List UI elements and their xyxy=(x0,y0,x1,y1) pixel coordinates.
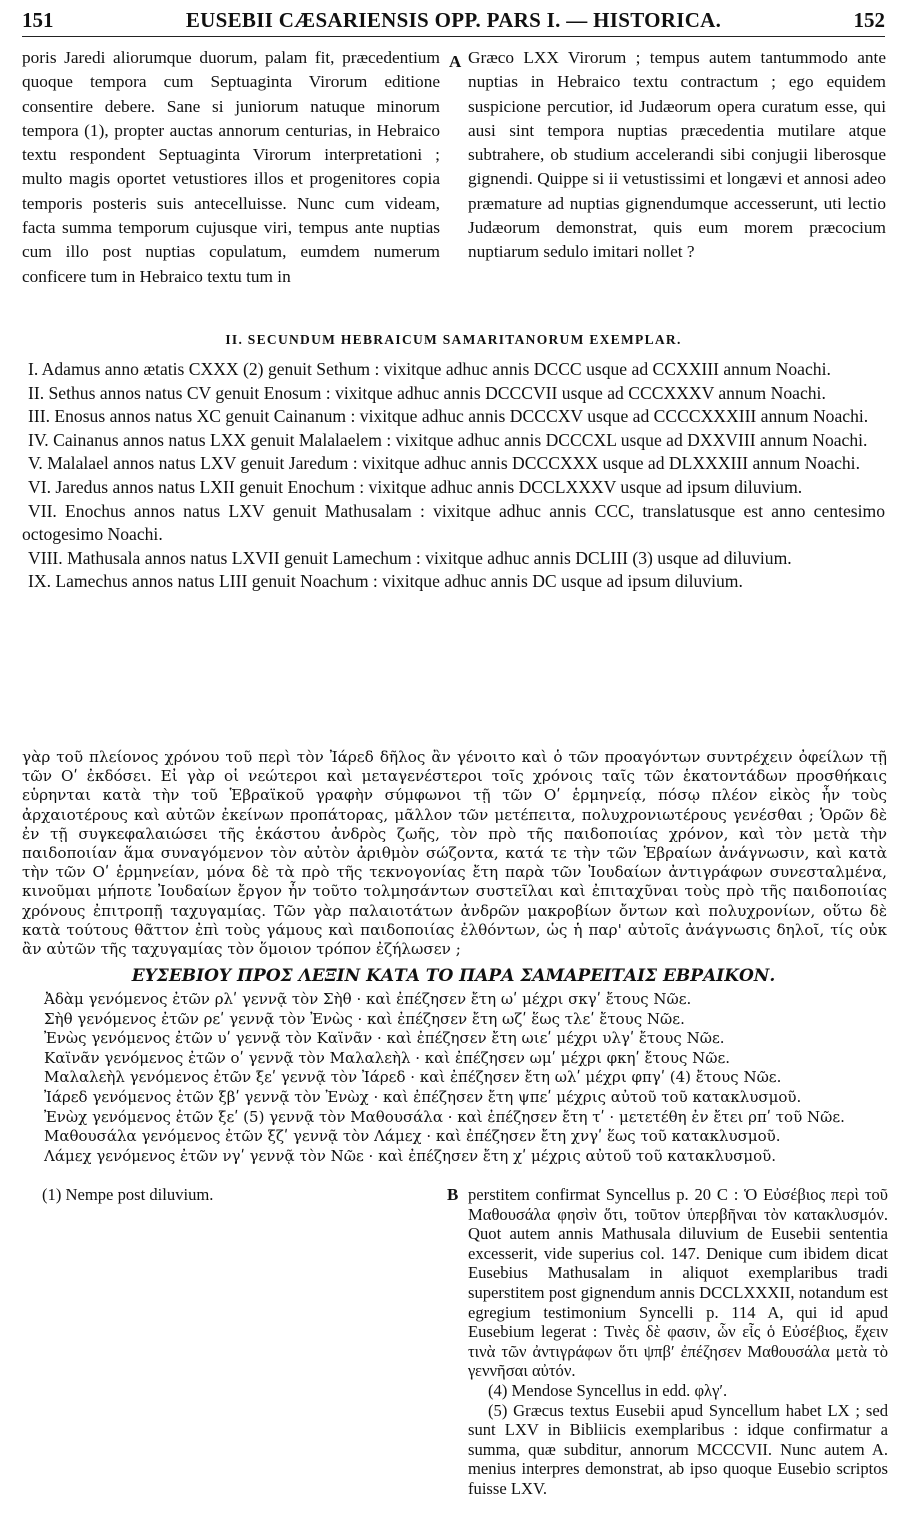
genealogy-entry: IX. Lamechus annos natus LIII genuit Noachum : vixitque adhuc annis DC usque ad ipsum diluvium. xyxy=(28,571,743,592)
greek-section-title: ΕΥΣΕΒΙΟΥ ΠΡΟΣ ΛΕΞΙΝ ΚΑΤΑ ΤΟ ΠΑΡΑ ΣΑΜΑΡΕΙΤΑΙΣ ΕΒΡΑΙΚΟΝ. xyxy=(131,966,776,986)
page-number-left: 151 xyxy=(22,8,54,32)
greek-entry: Λάμεχ γενόμενος ἐτῶν νγʹ γεννᾷ τὸν Νῶε · καὶ ἐπέζησεν ἔτη χʹ μέχρις αὐτοῦ τοῦ κατακλυσμοῦ. xyxy=(44,1146,777,1165)
greek-entry: Μαθουσάλα γενόμενος ἐτῶν ξζʹ γεννᾷ τὸν Λάμεχ · καὶ ἐπέζησεν ἔτη χνγʹ ἕως τοῦ κατακλυσμοῦ. xyxy=(44,1127,781,1146)
footnote-continued: perstitem confirmat Syncellus p. 20 C : Ὁ Εὐσέβιος περὶ τοῦ Μαθουσάλα φησὶν ὅτι, τοῦτον ὑπερβῆναι τὸν κατακλυσμόν. Quot autem annis Mathusala diluvium de Eusebii sententia excesserit, vide superius col. 147. Denique cum ibidem dicat Eusebius Mathusalam in aliquot exemplaribus tradi superstitem post gignendum annis DCCLXXXII, notandum est egregium testimonium Syncelli p. 114 A, qui id apud Eusebium legerat : Τινὲς δὲ φασιν, ὧν εἷς ὁ Εὐσέβιος, ἔχειν τινὰ τῶν ἀντιγράφων ὅτι ψπβʹ ἐπέζησεν Μαθουσάλα μετὰ τὸ γεννῆσαι αὐτόν. xyxy=(468,1185,888,1381)
genealogy-list xyxy=(22,358,885,594)
genealogy-entry: V. Malalael annos natus LXV genuit Jaredum : vixitque adhuc annis DCCCXXX usque ad DLXXXIII annum Noachi. xyxy=(28,453,860,474)
greek-entry: Μαλαλεὴλ γενόμενος ἐτῶν ξεʹ γεννᾷ τὸν Ἰάρεδ · καὶ ἐπέζησεν ἔτη ωλʹ μέχρι φπγʹ (4) ἔτους Νῶε. xyxy=(44,1068,782,1087)
margin-letter-a: A xyxy=(449,52,462,71)
genealogy-entry: IV. Cainanus annos natus LXX genuit Malalaelem : vixitque adhuc annis DCCCXL usque ad DXXVIII annum Noachi. xyxy=(28,429,868,450)
greek-entry: Ἐνὼς γενόμενος ἐτῶν υʹ γεννᾷ τὸν Καϊνᾶν · καὶ ἐπέζησεν ἔτη ωιεʹ μέχρι υλγʹ ἔτους Νῶε. xyxy=(44,1029,725,1048)
greek-entry: Καϊνᾶν γενόμενος ἐτῶν οʹ γεννᾷ τὸν Μαλαλεὴλ · καὶ ἐπέζησεν ωμʹ μέχρι φκηʹ ἔτους Νῶε. xyxy=(44,1048,731,1067)
greek-entry: Σὴθ γενόμενος ἐτῶν ρεʹ γεννᾷ τὸν Ἐνὼς · καὶ ἐπέζησεν ἔτη ωζʹ ἕως τλεʹ ἔτους Νῶε. xyxy=(44,1009,685,1028)
greek-paragraph: γὰρ τοῦ πλείονος χρόνου τοῦ περὶ τὸν Ἰάρεδ δῆλος ἂν γένοιτο καὶ ὁ τῶν προαγόντων συντρέχειν ὀφείλων τῇ τῶν Οʹ ἐκδόσει. Εἰ γὰρ οἱ νεώτεροι καὶ μεταγενέστεροι τοῖς χρόνοις ταῖς τῶν ἑκατοντάδων προσθήκαις εὑρηνται κατὰ τὴν τοῦ Ἑβραϊκοῦ γραφὴν σύμφωνοι τῇ τῶν Οʹ ἑρμηνείᾳ, πόσῳ πλέον εἰκὸς ἦν τοὺς ἀρχαιοτέρους καὶ αὐτῶν ἐκείνων προπάτορας, μᾶλλον τῶν μετέπειτα, πολυχρονιωτέρους γενέσθαι ; Ὁρῶν δὲ ἐν τῇ συγκεφαλαιώσει τῆς ἑκάστου ἀνδρὸς ζωῆς, τὸν πρὸ τῆς παιδοποιίας χρόνον, καὶ τὸν μετὰ τὴν παιδοποιίαν ἅμα συναγόμενον τὸν αὐτὸν ἀριθμὸν σώζοντα, κατά τε τὴν τῶν Ἑβραίων ἀνάγνωσιν, καὶ κατὰ τὴν τῶν Οʹ ἑρμηνείαν, μόνα δὲ τὰ πρὸ τῆς τεκνογονίας ἔτη παρὰ τῶν Ἰουδαίων ἀντιγράφων συνεσταλμένα, κινοῦμαι μήποτε Ἰουδαίων ἔργον ἦν τοῦτο τολμησάντων συστεῖλαι καὶ ἐπιταχῦναι τοὺς πρὸ τῆς παιδοποιίας χρόνους ἐπιτροπῇ ταχυγαμίας. Τῶν γὰρ παλαιοτάτων ἀνδρῶν μακροβίων ὄντων καὶ πολυχρονίων, οὕτω δὲ κατὰ τούτους θᾶττον ἐπὶ τοὺς γάμους καὶ παιδοποιίας ἐλθόντων, ὡς ἡ παρ' αὐτοῖς ἀνάγνωσις δηλοῖ, τίς οὐκ ἂν αὐτῶν τῆς ταχυγαμίας τὸν ὅμοιον τρόπον ἐζήλωσεν ; xyxy=(22,748,887,959)
footnotes-right xyxy=(468,1185,888,1499)
header-rule xyxy=(22,36,885,37)
latin-column-left: poris Jaredi aliorumque duorum, palam fit, præcedentium quoque tempora cum Septuaginta Virorum editione consentire debere. Sane si juniorum natuque minorum tempora (1), propter auctas annorum centurias, in Hebraico textu respondent Septuaginta Virorum interpretationi ; multo magis oportet vetustiores illos et progenitores copia temporis posteris suis antecelluisse. Nunc cum videam, facta summa temporum cujusque viri, tempus ante nuptias cum illo post nuptias copulatum, eumdem numerum conficere tum in Hebraico textu tum in xyxy=(22,48,440,286)
margin-letter-b: B xyxy=(447,1185,459,1204)
section-title: II. SECUNDUM HEBRAICUM SAMARITANORUM EXEMPLAR. xyxy=(225,332,682,347)
footnotes-left xyxy=(22,1185,440,1205)
footnote: (4) Mendose Syncellus in edd. φλγʹ. xyxy=(488,1380,728,1400)
footnote: (1) Nempe post diluvium. xyxy=(42,1185,214,1204)
greek-entry: Ἰάρεδ γενόμενος ἐτῶν ξβʹ γεννᾷ τὸν Ἐνὼχ · καὶ ἐπέζησεν ἔτη ψπεʹ μέχρις αὐτοῦ τοῦ κατακλυσμοῦ. xyxy=(44,1087,802,1106)
greek-genealogy-list xyxy=(44,990,884,1166)
running-header xyxy=(22,8,885,34)
genealogy-entry: VI. Jaredus annos natus LXII genuit Enochum : vixitque adhuc annis DCCLXXXV usque ad ipsum diluvium. xyxy=(28,476,803,497)
genealogy-entry: VIII. Mathusala annos natus LXVII genuit Lamechum : vixitque adhuc annis DCLIII (3) usque ad diluvium. xyxy=(28,547,792,568)
running-title: EUSEBII CÆSARIENSIS OPP. PARS I. — HISTORICA. xyxy=(185,8,722,32)
greek-entry: Ἀδὰμ γενόμενος ἐτῶν ρλʹ γεννᾷ τὸν Σὴθ · καὶ ἐπέζησεν ἔτη ωʹ μέχρι σκγʹ ἔτους Νῶε. xyxy=(44,990,692,1008)
genealogy-entry: I. Adamus anno ætatis CXXX (2) genuit Sethum : vixitque adhuc annis DCCC usque ad CCXXIII annum Noachi. xyxy=(28,359,831,379)
genealogy-entry: III. Enosus annos natus XC genuit Cainanum : vixitque adhuc annis DCCCXV usque ad CCCCXXXIII annum Noachi. xyxy=(28,406,869,427)
footnote: (5) Græcus textus Eusebii apud Syncellum habet LX ; sed sunt LXV in Bibliicis exemplaribus : idque confirmatur a summa, quæ subditur, annorum MCCCVII. Nunc autem A. menius interpres demonstrat, ab ipso quoque Eusebio scriptos fuisse LXV. xyxy=(468,1400,888,1498)
page-number-right: 152 xyxy=(853,8,885,32)
greek-entry: Ἐνὼχ γενόμενος ἐτῶν ξεʹ (5) γεννᾷ τὸν Μαθουσάλα · καὶ ἐπέζησεν ἔτη τʹ · μετετέθη ἐν ἔτει ρπʹ τοῦ Νῶε. xyxy=(44,1107,845,1126)
latin-column-right: Græco LXX Virorum ; tempus autem tantummodo ante nuptias in Hebraico textu contractum ; ego equidem suspicione percutior, id Judæorum opera curatum esse, qui ausi sint tempora nuptias præcedentia mutilare atque subtrahere, ob studium accelerandi sibi conjugii liberosque gignendi. Quippe si ii vetustissimi et longævi et annosi adeo præmature ad nuptias gignendumque accesserunt, uti lectio Judæorum demonstrat, quis eum morem præcocium nuptiarum sedulo imitari nollet ? xyxy=(468,48,886,262)
genealogy-entry: VII. Enochus annos natus LXV genuit Mathusalam : vixitque adhuc annis CCC, translatusque est anno centesimo octogesimo Noachi. xyxy=(22,500,885,545)
genealogy-entry: II. Sethus annos natus CV genuit Enosum : vixitque adhuc annis DCCCVII usque ad CCCXXXV annum Noachi. xyxy=(28,382,826,403)
